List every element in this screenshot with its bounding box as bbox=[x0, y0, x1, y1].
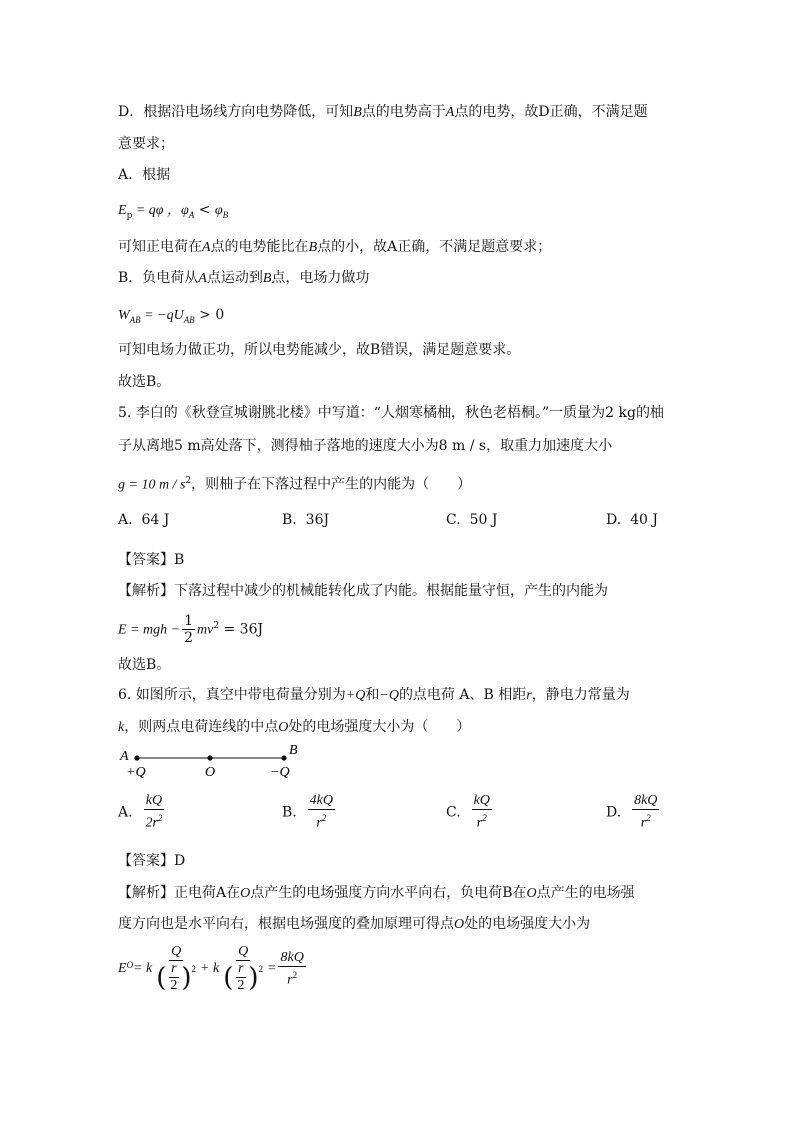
text-line: k，则两点电荷连线的中点O处的电场强度大小为（ ） bbox=[118, 719, 471, 735]
option-b[interactable]: B. 36J bbox=[282, 512, 330, 528]
text-line: 可知正电荷在A点的电势能比在B点的小，故A正确，不满足题意要求； bbox=[118, 239, 552, 255]
text-line: 意要求； bbox=[118, 136, 174, 152]
analysis-text: 【解析】下落过程中减少的机械能转化成了内能。根据能量守恒，产生的内能为 bbox=[118, 583, 608, 599]
formula-wab: $W_{AB} = -qU_{AB} > 0$ bbox=[118, 307, 225, 325]
charges-figure bbox=[112, 742, 312, 782]
answer-label: 【答案】D bbox=[118, 853, 186, 869]
label-a: A bbox=[120, 749, 129, 764]
text-line: B．负电荷从A点运动到B点，电场力做功 bbox=[118, 270, 370, 286]
analysis-text: 【解析】正电荷A在O点产生的电场强度方向水平向右，负电荷B在O点产生的电场强 bbox=[118, 885, 635, 901]
question-6-stem: 6. 如图所示，真空中带电荷量分别为+Q和−Q的点电荷 A、B 相距r，静电力常量为 bbox=[118, 687, 630, 703]
label-minus-q: −Q bbox=[270, 765, 290, 780]
formula-superposition: E $^O$ = k Q ( $\frac{r}{2}$ ) $^2$ + k Q ( $\frac{r}{2}$ ) $^2$ = $\frac{8kQ}{r^2}$ bbox=[118, 944, 304, 993]
text-line: D．根据沿电场线方向电势降低，可知B点的电势高于A点的电势，故D正确，不满足题 bbox=[118, 104, 648, 120]
text-line: 故选B。 bbox=[118, 657, 171, 673]
formula-energy: E = mgh − $\frac{1}{2}$ $mv^2 = 36J$ bbox=[118, 613, 264, 647]
answer-label: 【答案】B bbox=[118, 552, 185, 568]
option-a[interactable]: A. 64 J bbox=[118, 512, 170, 528]
formula-ep: $E_p = q\varphi$ ，$\varphi_A < \varphi_B$ bbox=[118, 202, 229, 221]
option-a[interactable]: A. $\frac{kQ}{2r^2}$ bbox=[118, 793, 163, 831]
option-d[interactable]: D. $\frac{8kQ}{r^2}$ bbox=[606, 793, 658, 831]
text-line: g = 10 m / $s^2$，则柚子在下落过程中产生的内能为（ ） bbox=[118, 476, 472, 493]
point-o-dot bbox=[207, 755, 212, 760]
text-line: 子从离地5 m高处落下，测得柚子落地的速度大小为8 m / s，取重力加速度大小 bbox=[118, 438, 613, 454]
option-c[interactable]: C. $\frac{kQ}{r^2}$ bbox=[446, 793, 490, 831]
label-o: O bbox=[205, 765, 216, 780]
charge-b-dot bbox=[281, 755, 286, 760]
question-5-stem: 5. 李白的《秋登宣城谢朓北楼》中写道：“人烟寒橘柚，秋色老梧桐。”一质量为2 kg的柚 bbox=[118, 405, 664, 421]
label-b: B bbox=[289, 743, 298, 758]
text-line: 可知电场力做正功，所以电势能减少，故B错误，满足题意要求。 bbox=[118, 342, 521, 358]
option-c[interactable]: C. 50 J bbox=[446, 512, 498, 528]
option-d[interactable]: D. 40 J bbox=[606, 512, 658, 528]
label-plus-q: +Q bbox=[126, 765, 146, 780]
option-b[interactable]: B. $\frac{4kQ}{r^2}$ bbox=[282, 793, 333, 831]
text-line: A．根据 bbox=[118, 167, 171, 183]
charge-a-dot bbox=[134, 755, 139, 760]
text-line: 度方向也是水平向右，根据电场强度的叠加原理可得点O处的电场强度大小为 bbox=[118, 916, 591, 932]
text-line: 故选B。 bbox=[118, 374, 171, 390]
